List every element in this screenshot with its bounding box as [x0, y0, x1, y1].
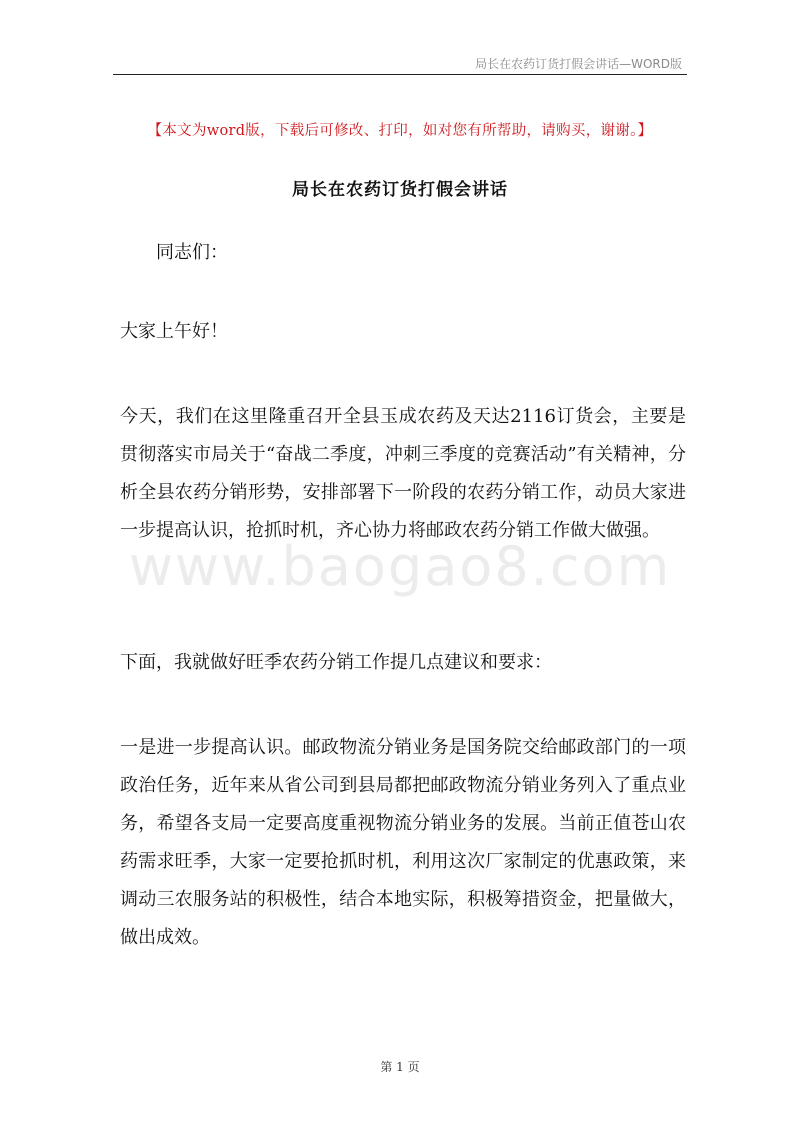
greeting-paragraph: 大家上午好！ [120, 321, 228, 342]
point-one-paragraph: 一是进一步提高认识。邮政物流分销业务是国务院交给邮政部门的一项政治任务，近年来从省公司到县局都把邮政物流分销业务列入了重点业务，希望各支局一定要高度重视物流分销业务的发展。当前正值苍山农药需求旺季，大家一定要抢抓时机，利用这次厂家制定的优惠政策，来调动三农服务站的积极性，结合本地实际，积极筹措资金，把量做大，做出成效。 [120, 737, 686, 948]
watermark: www.baogao8.com [128, 535, 672, 598]
running-header: 局长在农药订货打假会讲话—WORD版 [475, 57, 682, 71]
transition-paragraph: 下面，我就做好旺季农药分销工作提几点建议和要求： [120, 652, 552, 673]
download-notice: 【本文为word版，下载后可修改、打印，如对您有所帮助，请购买，谢谢。】 [147, 123, 653, 139]
salutation-paragraph: 同志们： [120, 242, 228, 263]
page-number: 第 1 页 [380, 1060, 420, 1074]
intro-paragraph: 今天，我们在这里隆重召开全县玉成农药及天达2116订货会，主要是贯彻落实市局关于“奋战二季度，冲刺三季度的竞赛活动”有关精神，分析全县农药分销形势，安排部署下一阶段的农药分销工作，动员大家进一步提高认识，抢抓时机，齐心协力将邮政农药分销工作做大做强。 [120, 406, 686, 541]
document-title: 局长在农药订货打假会讲话 [292, 180, 508, 200]
header-divider [113, 74, 687, 75]
